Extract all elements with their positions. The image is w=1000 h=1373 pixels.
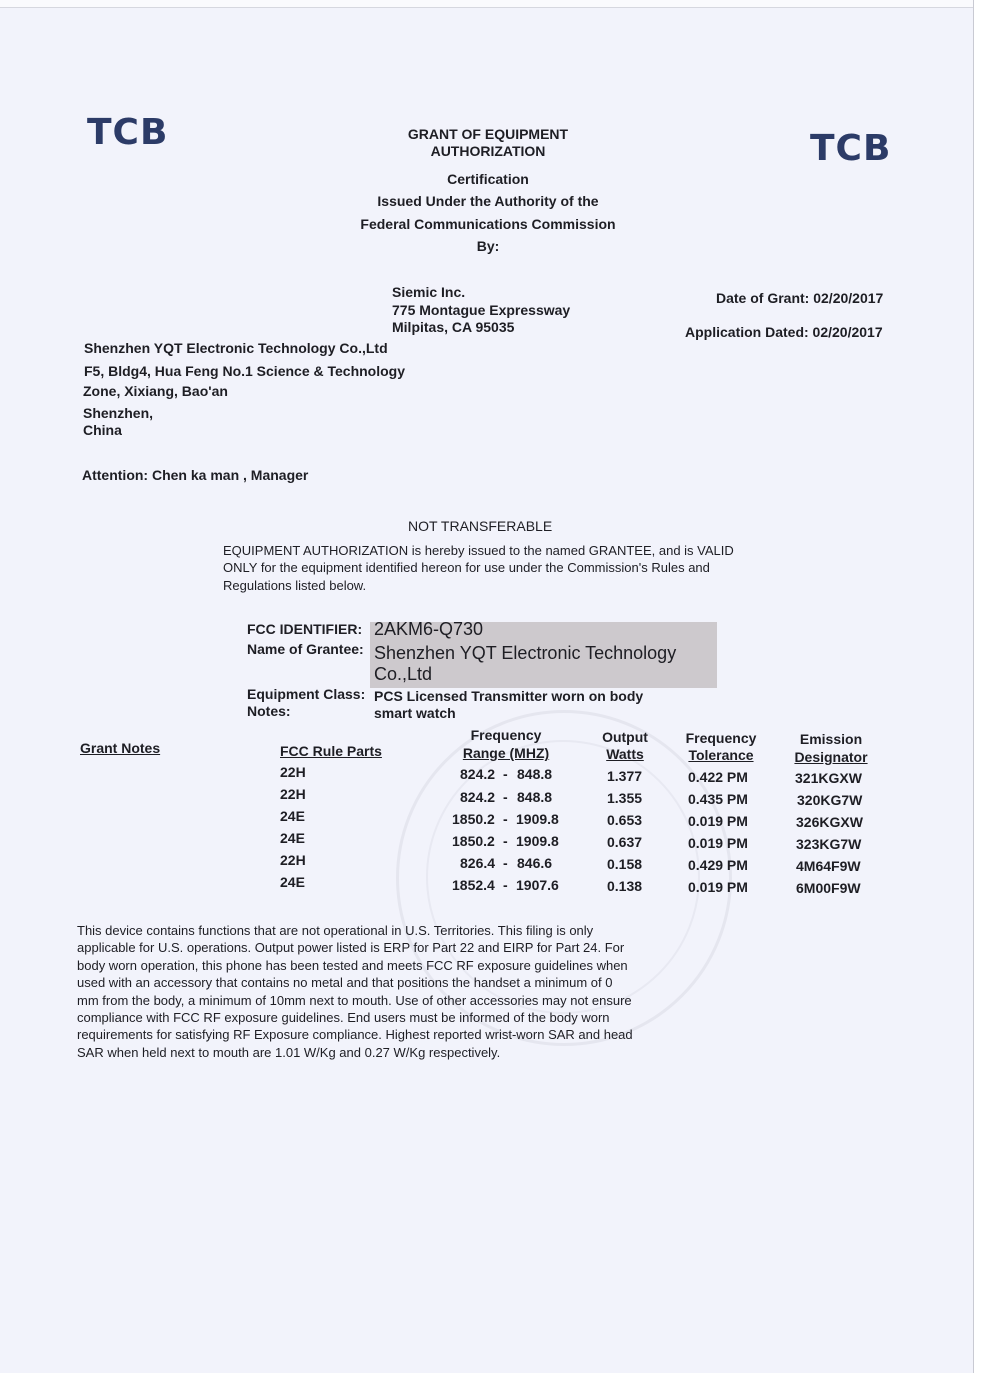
table-cell-tolerance: 0.429 PM: [688, 857, 748, 873]
table-cell-emission: 320KG7W: [797, 792, 863, 808]
table-cell-freq-sep: -: [503, 789, 508, 805]
table-cell-freq-high: 1909.8: [516, 811, 559, 827]
table-cell-watts: 0.637: [607, 834, 643, 850]
grant-notes-header: Grant Notes: [80, 740, 161, 756]
page-right-edge: [973, 0, 1000, 1373]
grantee-address-line1: Shenzhen YQT Electronic Technology Co.,Ltd: [84, 340, 388, 356]
grantee-address-line3: Zone, Xixiang, Bao'an: [83, 383, 228, 399]
table-cell-freq-low: 826.4: [460, 855, 496, 871]
attention-line: Attention: Chen ka man , Manager: [82, 467, 309, 483]
not-transferable: NOT TRANSFERABLE: [408, 518, 553, 534]
freq-range-header-bottom: Range (MHZ): [462, 745, 550, 761]
table-cell-freq-sep: -: [503, 811, 508, 827]
grantee-address-line2: F5, Bldg4, Hua Feng No.1 Science & Technology: [84, 363, 406, 379]
tcb-logo-left: TCB: [87, 112, 169, 153]
table-cell-tolerance: 0.435 PM: [688, 791, 748, 807]
table-cell-rule: 22H: [280, 764, 306, 780]
grantee-name-value-line1: Shenzhen YQT Electronic Technology: [374, 643, 677, 663]
table-cell-rule: 24E: [280, 830, 305, 846]
equipment-class-label: Equipment Class:: [247, 686, 366, 702]
notes-value: smart watch: [374, 705, 456, 721]
table-cell-tolerance: 0.422 PM: [688, 769, 748, 785]
application-dated: Application Dated: 02/20/2017: [685, 324, 883, 340]
grantee-address-line5: China: [83, 422, 122, 438]
table-cell-freq-low: 824.2: [460, 766, 496, 782]
header-certification: Certification: [447, 171, 529, 187]
table-cell-freq-low: 1852.4: [452, 877, 495, 893]
tolerance-header-bottom: Tolerance: [688, 747, 754, 763]
title-line-2: AUTHORIZATION: [430, 143, 546, 159]
table-cell-rule: 22H: [280, 852, 306, 868]
table-cell-emission: 321KGXW: [795, 770, 862, 786]
table-cell-freq-high: 1909.8: [516, 833, 559, 849]
table-cell-watts: 1.355: [607, 790, 643, 806]
emission-header-top: Emission: [799, 731, 863, 747]
table-cell-emission: 6M00F9W: [796, 880, 861, 896]
issuer-name: Siemic Inc.: [392, 284, 466, 300]
issuer-city: Milpitas, CA 95035: [392, 319, 515, 335]
page-top-edge: [0, 0, 1000, 8]
table-cell-freq-low: 1850.2: [452, 811, 495, 827]
issuer-street: 775 Montague Expressway: [392, 302, 571, 318]
emission-header-bottom: Designator: [794, 749, 868, 765]
equipment-class-value: PCS Licensed Transmitter worn on body: [374, 688, 644, 704]
table-cell-rule: 24E: [280, 874, 305, 890]
header-fcc: Federal Communications Commission: [360, 216, 616, 232]
fcc-identifier-label: FCC IDENTIFIER:: [247, 621, 363, 637]
table-cell-freq-sep: -: [503, 766, 508, 782]
grantee-address-line4: Shenzhen,: [83, 405, 154, 421]
table-cell-emission: 323KG7W: [796, 836, 862, 852]
table-cell-watts: 1.377: [607, 768, 643, 784]
freq-range-header-top: Frequency: [470, 727, 542, 743]
tcb-logo-right: TCB: [810, 128, 892, 169]
table-cell-freq-sep: -: [503, 833, 508, 849]
table-cell-tolerance: 0.019 PM: [688, 879, 748, 895]
table-cell-freq-sep: -: [503, 877, 508, 893]
table-cell-rule: 24E: [280, 808, 305, 824]
notes-label: Notes:: [247, 703, 291, 719]
table-cell-freq-sep: -: [503, 855, 508, 871]
table-cell-tolerance: 0.019 PM: [688, 813, 748, 829]
footnote-text: This device contains functions that are not operational in U.S. Territories. This filing is only applicable for U.S. operations. Output power listed is ERP for Part 22 and EIRP for Part 24. For body worn operation, this phone has been tested and meets FCC RF exposure guidelines when used with an accessory that contains no metal and that positions the handset a minimum of 0 mm from the body, a minimum of 10mm next to mouth. Use of other accessories may not ensure compliance with FCC RF exposure guidelines. End users must be informed of the body worn requirements for satisfying RF Exposure compliance. Highest reported wrist-worn SAR and head SAR when held next to mouth are 1.01 W/Kg and 0.27 W/Kg respectively.: [77, 923, 633, 1060]
output-header-bottom: Watts: [606, 746, 644, 762]
table-cell-freq-low: 824.2: [460, 789, 496, 805]
tolerance-header-top: Frequency: [685, 730, 757, 746]
table-cell-emission: 326KGXW: [796, 814, 863, 830]
table-cell-freq-high: 846.6: [517, 855, 553, 871]
header-by: By:: [476, 238, 500, 254]
header-issued-under: Issued Under the Authority of the: [377, 193, 599, 209]
table-cell-freq-high: 848.8: [517, 789, 553, 805]
table-cell-tolerance: 0.019 PM: [688, 835, 748, 851]
grantee-name-value-line2: Co.,Ltd: [374, 664, 433, 684]
output-header-top: Output: [602, 729, 648, 745]
table-cell-watts: 0.158: [607, 856, 643, 872]
fcc-rule-parts-header: FCC Rule Parts: [280, 743, 382, 759]
authorization-text: EQUIPMENT AUTHORIZATION is hereby issued to the named GRANTEE, and is VALID ONLY for the equipment identified hereon for use under the Commission's Rules and Regulations listed below.: [223, 543, 734, 593]
table-cell-emission: 4M64F9W: [796, 858, 861, 874]
table-cell-freq-high: 848.8: [517, 766, 553, 782]
date-of-grant: Date of Grant: 02/20/2017: [716, 290, 884, 306]
table-cell-watts: 0.653: [607, 812, 643, 828]
fcc-identifier-value: 2AKM6-Q730: [374, 619, 484, 639]
title-line-1: GRANT OF EQUIPMENT: [407, 126, 569, 142]
table-cell-freq-low: 1850.2: [452, 833, 495, 849]
grantee-name-label: Name of Grantee:: [247, 641, 364, 657]
table-cell-watts: 0.138: [607, 878, 643, 894]
table-cell-freq-high: 1907.6: [516, 877, 559, 893]
table-cell-rule: 22H: [280, 786, 306, 802]
